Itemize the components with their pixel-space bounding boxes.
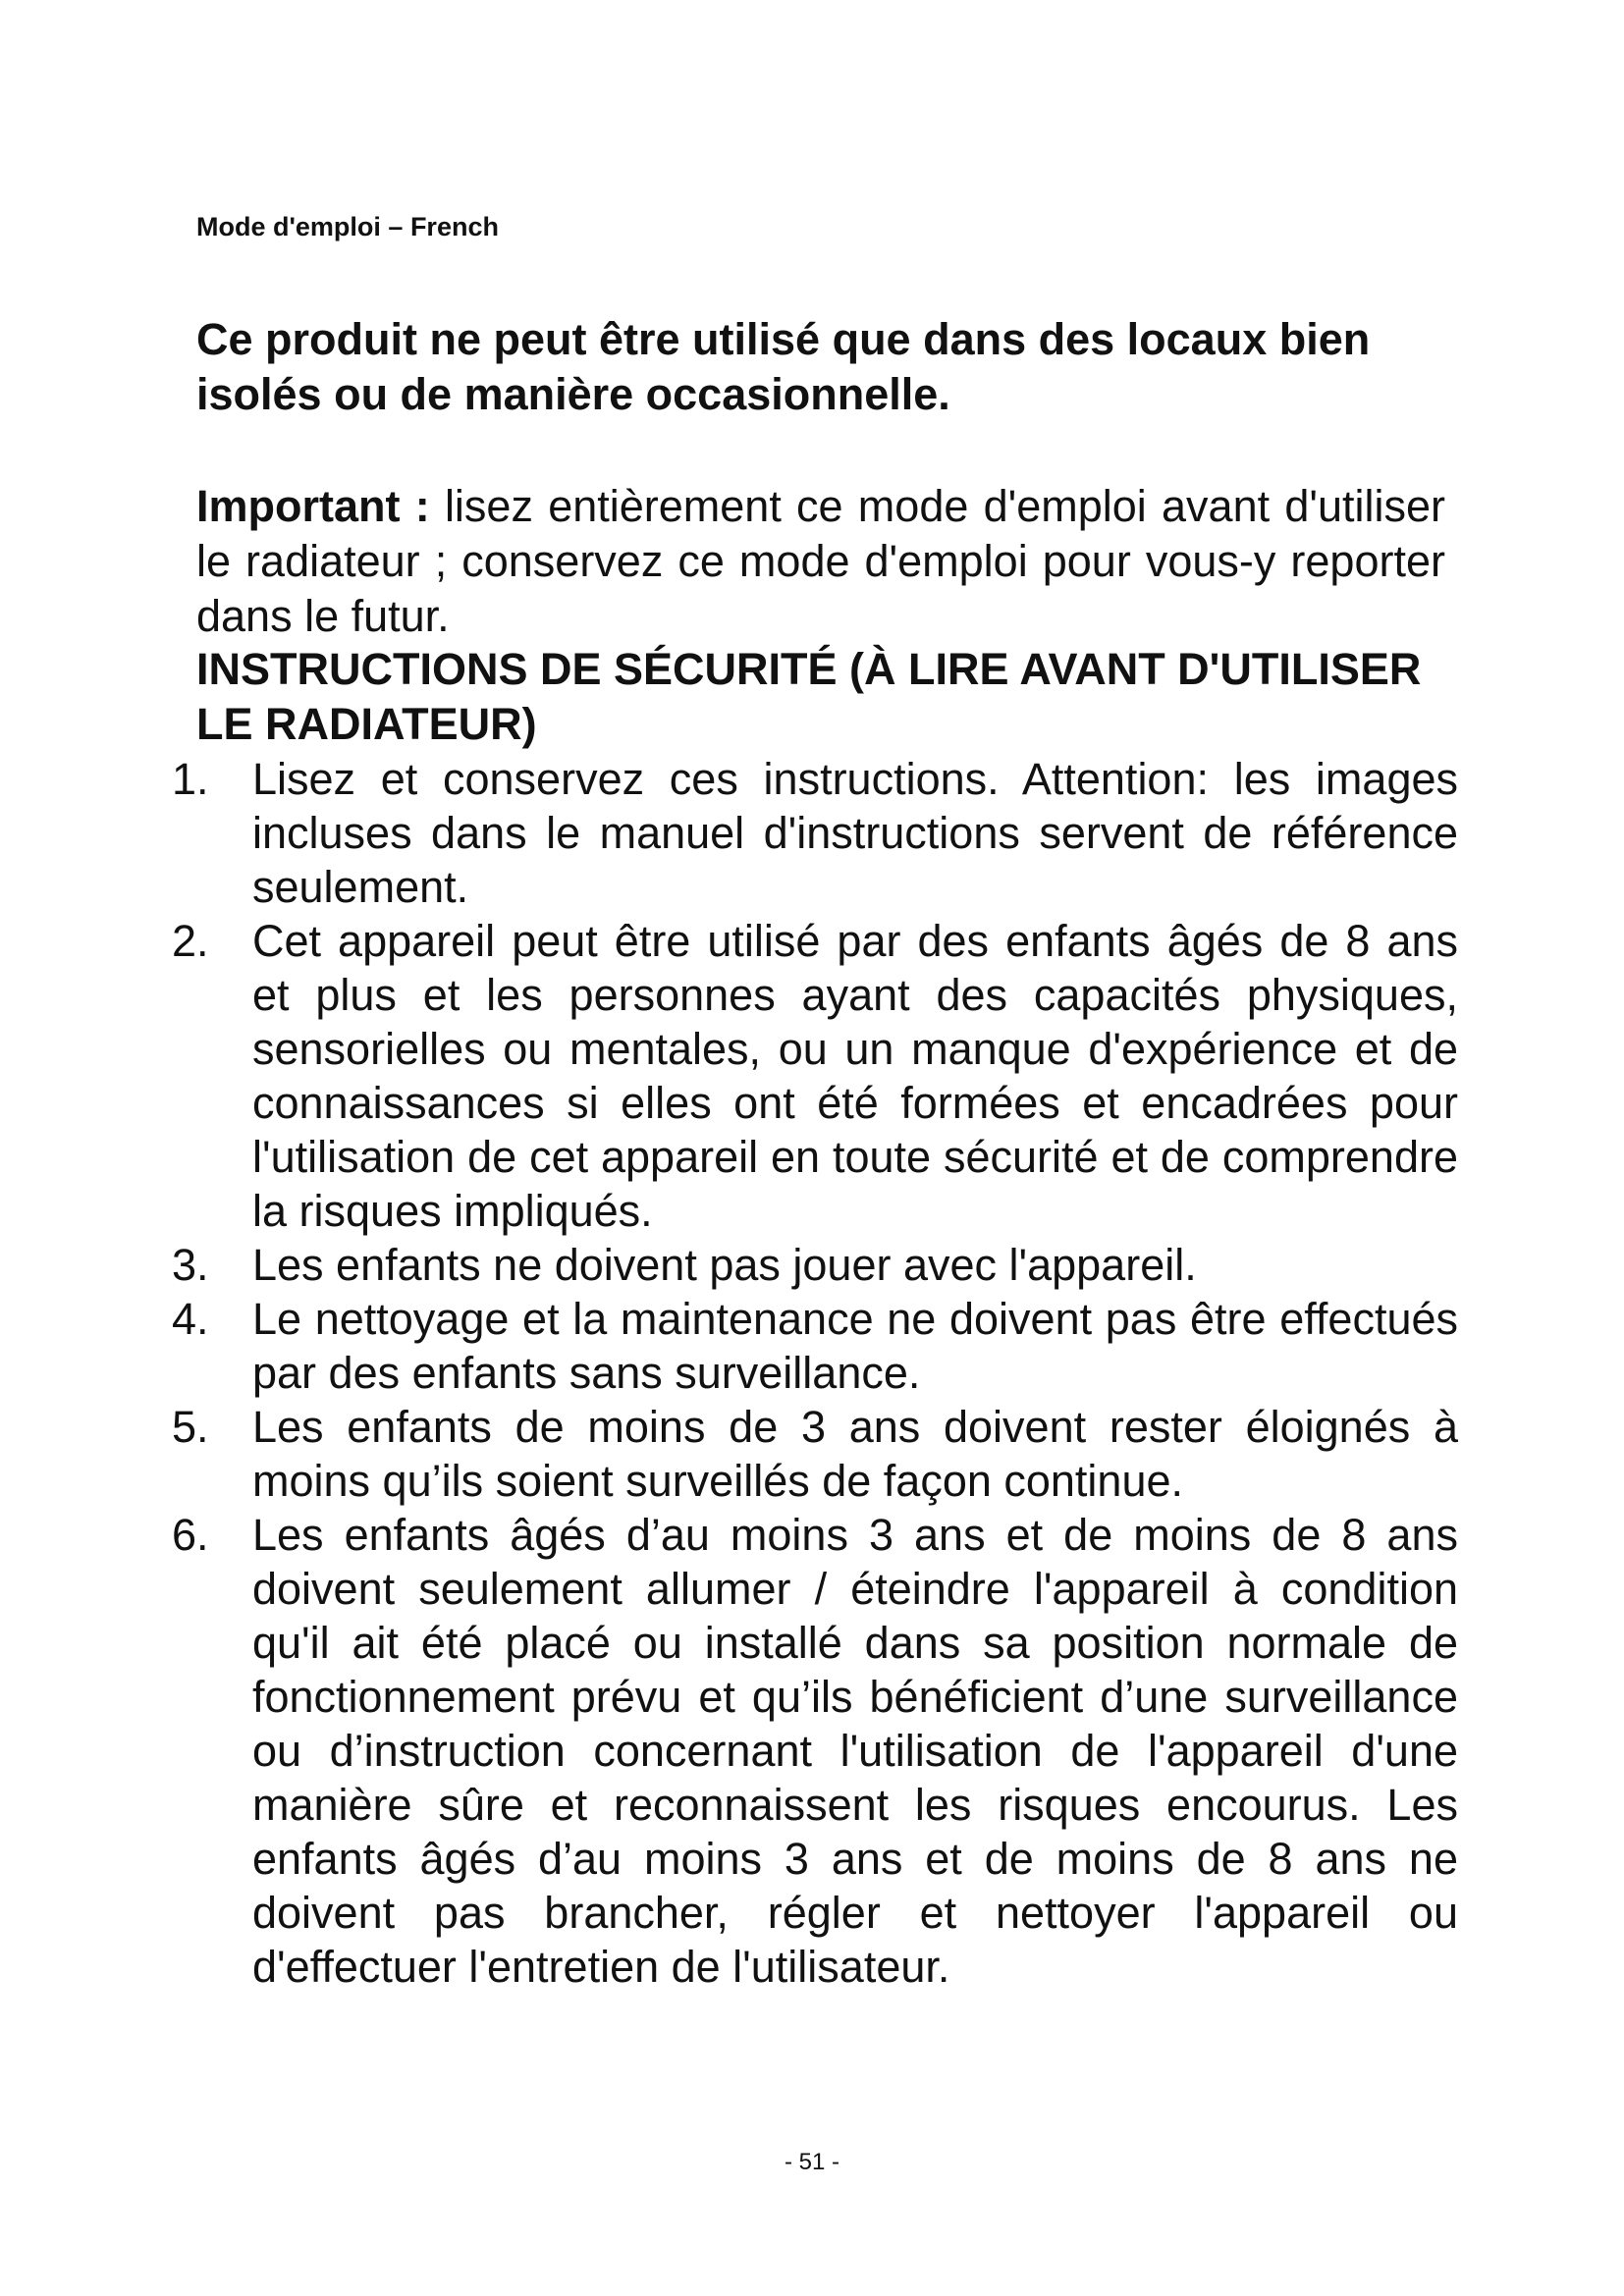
usage-restriction-notice: Ce produit ne peut être utilisé que dans des locaux bien isolés ou de manière occasionnelle. — [196, 314, 1371, 419]
list-item-text: Les enfants ne doivent pas jouer avec l'appareil. — [252, 1240, 1197, 1290]
list-item — [0, 1238, 1624, 1292]
list-item-number: 1. — [172, 754, 209, 804]
safety-instructions-heading: INSTRUCTIONS DE SÉCURITÉ (À LIRE AVANT D'UTILISER LE RADIATEUR) — [196, 644, 1422, 749]
list-item-number: 2. — [172, 916, 209, 966]
list-item-number: 3. — [172, 1240, 209, 1290]
list-item — [0, 914, 1624, 1238]
manual-header-label: Mode d'emploi – French — [196, 212, 499, 241]
list-item — [0, 752, 1624, 914]
list-item-text: Lisez et conservez ces instructions. Attention: les images incluses dans le manuel d'instructions servent de référence seulement. — [252, 754, 1458, 912]
list-item-text: Le nettoyage et la maintenance ne doivent pas être effectués par des enfants sans surveillance. — [252, 1294, 1458, 1398]
list-item-number: 6. — [172, 1510, 209, 1560]
list-item-number: 4. — [172, 1294, 209, 1344]
list-item-text: Les enfants de moins de 3 ans doivent rester éloignés à moins qu’ils soient surveillés de façon continue. — [252, 1402, 1458, 1506]
important-text: lisez entièrement ce mode d'emploi avant d'utiliser le radiateur ; conservez ce mode d'emploi pour vous-y reporter dans le futur. — [196, 481, 1445, 641]
list-item-number: 5. — [172, 1402, 209, 1452]
list-item — [0, 1292, 1624, 1400]
important-notice — [196, 479, 1445, 644]
list-item — [0, 1400, 1624, 1508]
list-item-text: Cet appareil peut être utilisé par des enfants âgés de 8 ans et plus et les personnes ayant des capacités physiques, sensorielles ou mentales, ou un manque d'expérience et de connaissances si elles ont été formées et encadrées pour l'utilisation de cet appareil en toute sécurité et de comprendre la risques impliqués. — [252, 916, 1458, 1236]
list-item — [0, 1508, 1624, 1994]
list-item-text: Les enfants âgés d’au moins 3 ans et de moins de 8 ans doivent seulement allumer / éteindre l'appareil à condition qu'il ait été placé ou installé dans sa position normale de fonctionnement prévu et qu’ils bénéficient d’une surveillance ou d’instruction concernant l'utilisation de l'appareil d'une manière sûre et reconnaissent les risques encourus. Les enfants âgés d’au moins 3 ans et de moins de 8 ans ne doivent pas brancher, régler et nettoyer l'appareil ou d'effectuer l'entretien de l'utilisateur. — [252, 1510, 1458, 1992]
safety-instructions-list — [0, 752, 1624, 1994]
important-label: Important : — [196, 481, 430, 531]
page-number: - 51 - — [784, 2149, 839, 2175]
